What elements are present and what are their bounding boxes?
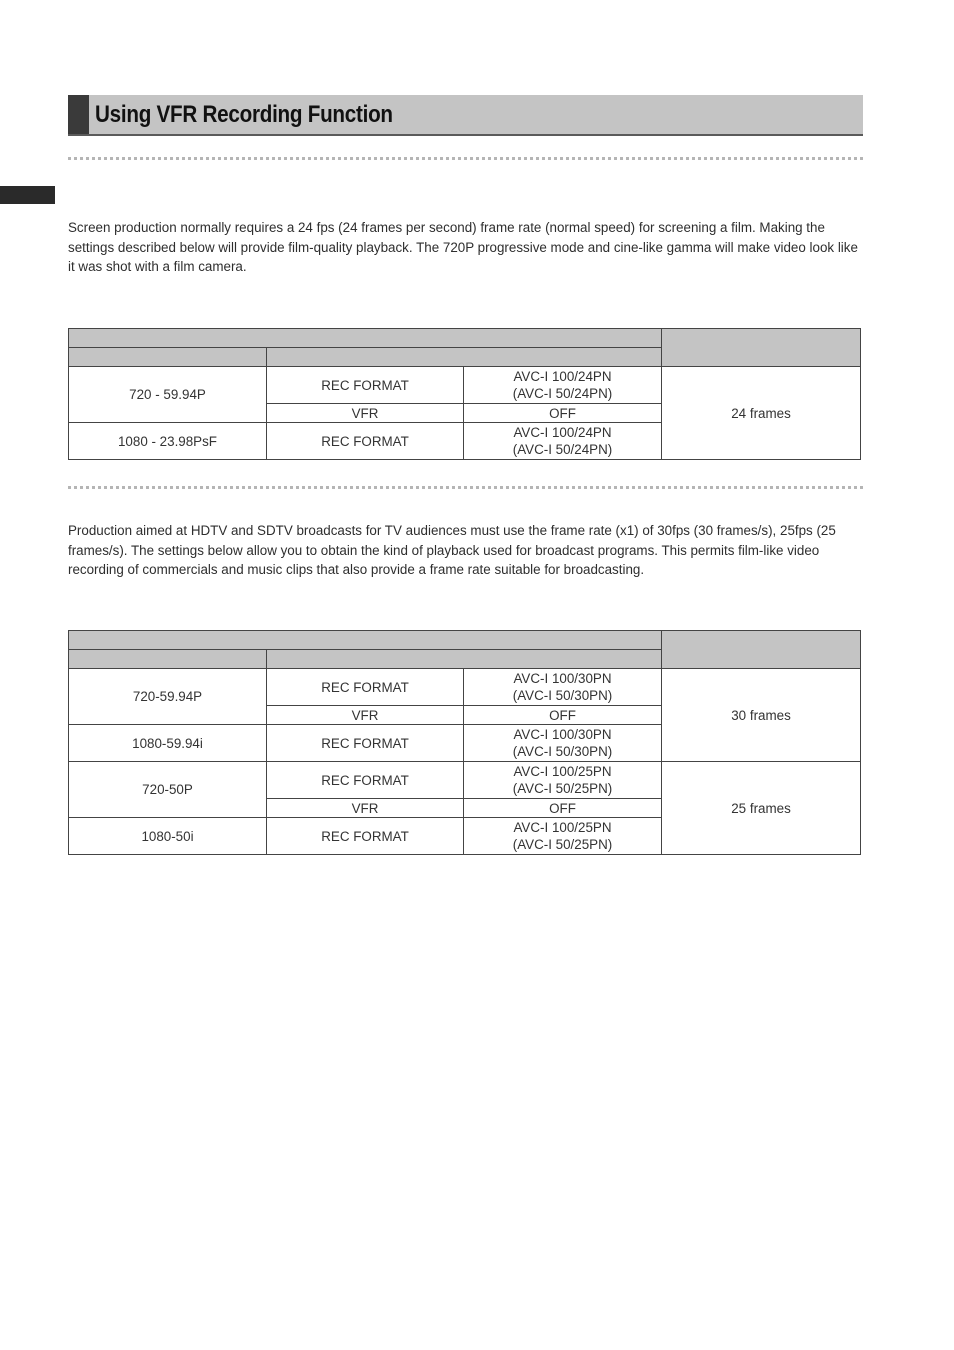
item-cell: VFR (267, 404, 464, 423)
value-cell: OFF (464, 404, 662, 423)
frames-cell: 24 frames (662, 367, 861, 460)
value-cell (464, 423, 662, 460)
table-row (69, 367, 861, 404)
value-alt: (AVC-I 50/24PN) (512, 386, 613, 401)
value-cell (464, 762, 662, 799)
format-cell: 720-59.94P (69, 669, 267, 725)
value-main: AVC-I 100/24PN (513, 369, 612, 384)
format-cell: 1080-59.94i (69, 725, 267, 762)
value-main: AVC-I 100/25PN (513, 764, 612, 779)
section-title-bar (68, 95, 863, 136)
frames-cell: 25 frames (662, 762, 861, 855)
value-cell (464, 367, 662, 404)
table-row (69, 762, 861, 799)
value-main: AVC-I 100/30PN (513, 727, 612, 742)
value-main: AVC-I 100/24PN (513, 425, 612, 440)
item-cell: REC FORMAT (267, 669, 464, 706)
format-cell: 720 - 59.94P (69, 367, 267, 423)
value-cell (464, 818, 662, 855)
table-header-cell (69, 650, 267, 669)
value-alt: (AVC-I 50/25PN) (512, 781, 613, 796)
frames-cell: 30 frames (662, 669, 861, 762)
item-cell: VFR (267, 799, 464, 818)
dotted-divider (68, 486, 863, 489)
item-cell: REC FORMAT (267, 818, 464, 855)
intro-paragraph-broadcast: Production aimed at HDTV and SDTV broadcasts for TV audiences must use the frame rate (x1) of 30fps (30 frames/s), 25fps (25 frames/s). The settings below allow you to obtain the kind of playback used for broadcast programs. This permits film-like video recording of commercials and music clips that also provide a frame rate suitable for broadcasting. (68, 523, 836, 578)
value-alt: (AVC-I 50/25PN) (512, 837, 613, 852)
table-header-cell (69, 348, 267, 367)
table-header-cell (662, 631, 861, 669)
value-alt: (AVC-I 50/30PN) (512, 744, 613, 759)
item-cell: REC FORMAT (267, 762, 464, 799)
value-cell: OFF (464, 706, 662, 725)
value-alt: (AVC-I 50/30PN) (512, 688, 613, 703)
table-header-cell (662, 329, 861, 367)
table-header-cell (69, 631, 662, 650)
value-cell: OFF (464, 799, 662, 818)
format-cell: 1080-50i (69, 818, 267, 855)
value-alt: (AVC-I 50/24PN) (512, 442, 613, 457)
chapter-side-tab (0, 186, 55, 204)
format-cell: 1080 - 23.98PsF (69, 423, 267, 460)
format-cell: 720-50P (69, 762, 267, 818)
table-header-cell (267, 348, 662, 367)
title-accent-block (68, 95, 89, 134)
value-cell (464, 669, 662, 706)
intro-paragraph-film: Screen production normally requires a 24 fps (24 frames per second) frame rate (normal speed) for screening a film. Making the settings described below will provide film-quality playback. The 720P progressive mode and cine-like gamma will make video look like it was shot with a film camera. (68, 220, 858, 275)
value-main: AVC-I 100/30PN (513, 671, 612, 686)
item-cell: VFR (267, 706, 464, 725)
film-settings-table (68, 328, 861, 460)
page-title: Using VFR Recording Function (95, 101, 393, 128)
item-cell: REC FORMAT (267, 423, 464, 460)
broadcast-settings-table (68, 630, 861, 855)
table-row (69, 669, 861, 706)
item-cell: REC FORMAT (267, 367, 464, 404)
dotted-divider (68, 157, 863, 160)
item-cell: REC FORMAT (267, 725, 464, 762)
value-cell (464, 725, 662, 762)
value-main: AVC-I 100/25PN (513, 820, 612, 835)
table-header-cell (267, 650, 662, 669)
table-header-cell (69, 329, 662, 348)
